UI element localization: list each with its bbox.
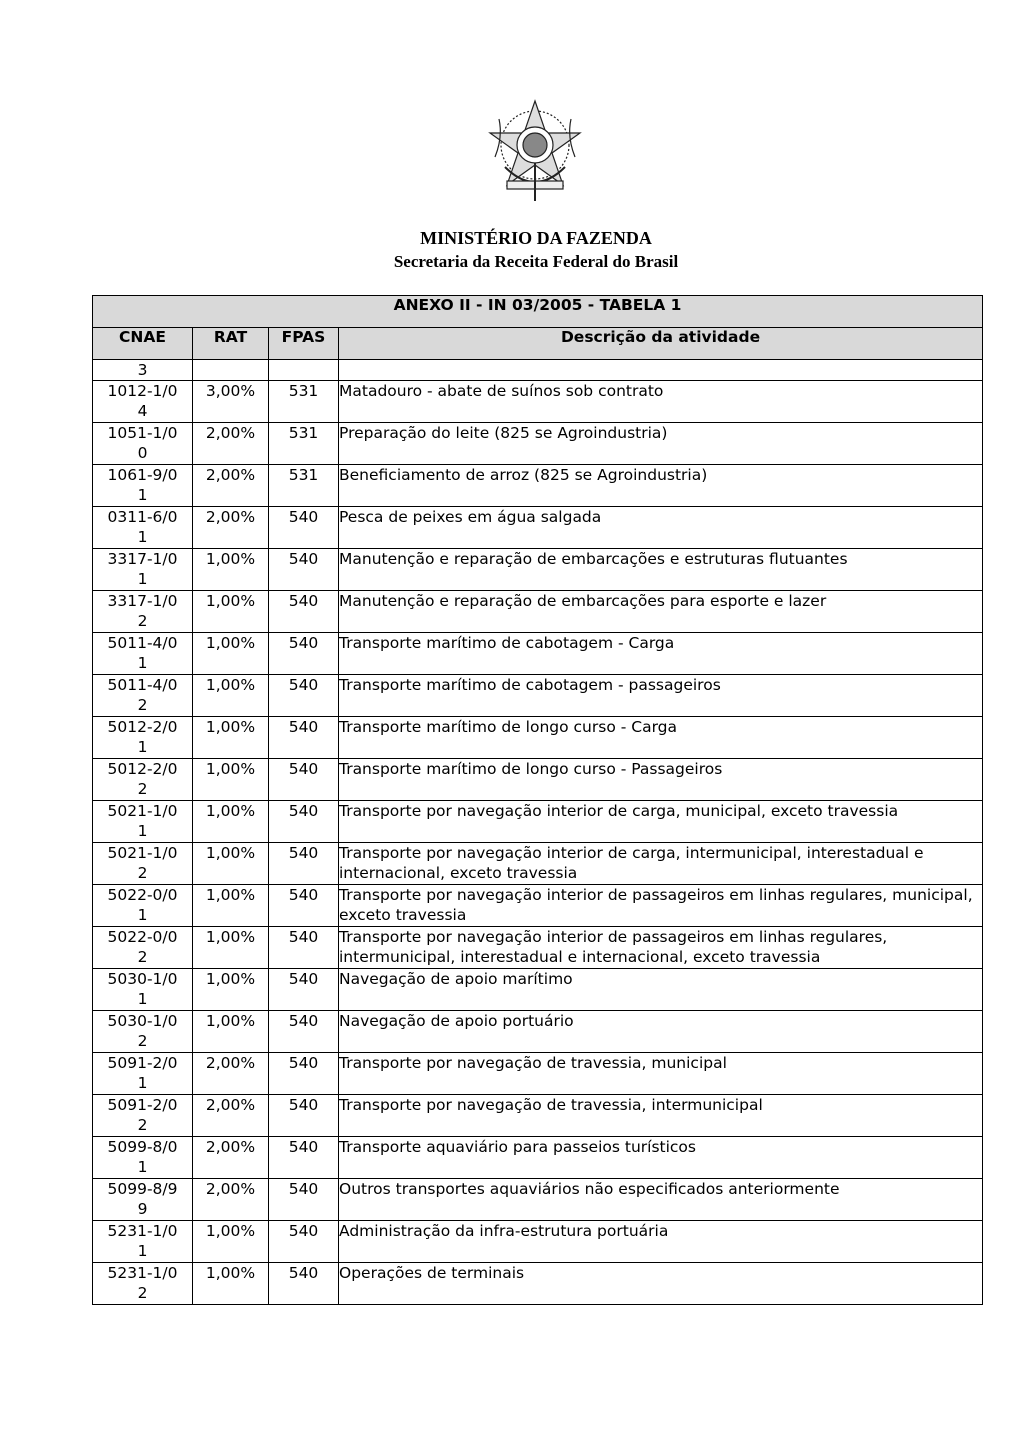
- description-cell: Transporte marítimo de cabotagem - Carga: [339, 633, 983, 675]
- cnae-cell: [93, 381, 193, 423]
- document-header: [300, 226, 772, 274]
- cnae-code: 5030-1/0: [107, 970, 178, 988]
- cnae-suffix: 1: [137, 1158, 148, 1176]
- cnae-cell: [93, 1011, 193, 1053]
- cnae-suffix: 2: [137, 1284, 148, 1302]
- cnae-cell: [93, 507, 193, 549]
- cnae-suffix: 4: [137, 402, 148, 420]
- description-cell: Beneficiamento de arroz (825 se Agroindustria): [339, 465, 983, 507]
- rat-cell: 2,00%: [193, 1137, 269, 1179]
- cnae-code: 5030-1/0: [107, 1012, 178, 1030]
- cnae-cell: [93, 801, 193, 843]
- cnae-code: 5011-4/0: [107, 676, 178, 694]
- cnae-cell: [93, 591, 193, 633]
- table-row: [93, 423, 983, 465]
- table-row: [93, 969, 983, 1011]
- table-row: [93, 591, 983, 633]
- rat-cell: 2,00%: [193, 1095, 269, 1137]
- cnae-code: 5099-8/9: [107, 1180, 178, 1198]
- column-header-fpas: FPAS: [269, 328, 339, 360]
- fpas-cell: 540: [269, 969, 339, 1011]
- rat-cell: 1,00%: [193, 1011, 269, 1053]
- cnae-code: 0311-6/0: [107, 508, 178, 526]
- table-row: [93, 1263, 983, 1305]
- fpas-cell: 540: [269, 843, 339, 885]
- cnae-cell: [93, 885, 193, 927]
- cnae-suffix: 1: [137, 990, 148, 1008]
- cnae-cell: [93, 1137, 193, 1179]
- cnae-cell: [93, 1053, 193, 1095]
- rat-cell: 2,00%: [193, 507, 269, 549]
- description-cell: Transporte por navegação de travessia, intermunicipal: [339, 1095, 983, 1137]
- table-row: [93, 717, 983, 759]
- cnae-suffix: 1: [137, 738, 148, 756]
- cnae-cell: [93, 1263, 193, 1305]
- cnae-suffix: 2: [137, 864, 148, 882]
- rat-cell: 1,00%: [193, 675, 269, 717]
- fpas-cell: 540: [269, 591, 339, 633]
- rat-cell: 2,00%: [193, 423, 269, 465]
- cnae-cell: [93, 927, 193, 969]
- rat-cell: 1,00%: [193, 1263, 269, 1305]
- description-cell: Transporte por navegação interior de passageiros em linhas regulares, intermunicipal, interestadual e internacional, exceto travessia: [339, 927, 983, 969]
- cnae-suffix: 1: [137, 822, 148, 840]
- rat-cell: 3,00%: [193, 381, 269, 423]
- description-cell: Administração da infra-estrutura portuária: [339, 1221, 983, 1263]
- fpas-cell: 540: [269, 885, 339, 927]
- column-header-description: Descrição da atividade: [339, 328, 983, 360]
- table-row: [93, 843, 983, 885]
- cnae-code: 5021-1/0: [107, 844, 178, 862]
- rat-cell: 2,00%: [193, 1179, 269, 1221]
- rat-cell: 1,00%: [193, 969, 269, 1011]
- cnae-suffix: 9: [137, 1200, 148, 1218]
- fpas-cell: 531: [269, 465, 339, 507]
- rat-cell: 2,00%: [193, 1053, 269, 1095]
- cnae-cell: [93, 843, 193, 885]
- rat-cell: 1,00%: [193, 843, 269, 885]
- cnae-suffix: 1: [137, 906, 148, 924]
- cnae-cell: [93, 423, 193, 465]
- table-row: [93, 1053, 983, 1095]
- fpas-cell: 540: [269, 717, 339, 759]
- description-cell: Transporte por navegação interior de carga, municipal, exceto travessia: [339, 801, 983, 843]
- fpas-cell: 540: [269, 507, 339, 549]
- table-row: [93, 465, 983, 507]
- column-header-cnae: CNAE: [93, 328, 193, 360]
- cnae-cell: [93, 549, 193, 591]
- cnae-suffix: 2: [137, 780, 148, 798]
- fpas-cell: 531: [269, 381, 339, 423]
- table-row: [93, 360, 983, 381]
- description-cell: Operações de terminais: [339, 1263, 983, 1305]
- description-cell: Transporte por navegação de travessia, municipal: [339, 1053, 983, 1095]
- cnae-cell: [93, 759, 193, 801]
- cnae-cell: [93, 1095, 193, 1137]
- cnae-suffix: 2: [137, 1116, 148, 1134]
- rat-cell: 1,00%: [193, 1221, 269, 1263]
- cnae-cell: [93, 717, 193, 759]
- table-header-row: [93, 328, 983, 360]
- table-row: [93, 1137, 983, 1179]
- table-row: [93, 1095, 983, 1137]
- rat-cell: 1,00%: [193, 927, 269, 969]
- table-row: [93, 633, 983, 675]
- fpas-cell: 540: [269, 801, 339, 843]
- fpas-cell: 540: [269, 1221, 339, 1263]
- cnae-code: 5231-1/0: [107, 1222, 178, 1240]
- cnae-suffix: 2: [137, 948, 148, 966]
- cnae-code: 5012-2/0: [107, 718, 178, 736]
- cnae-code: 5022-0/0: [107, 928, 178, 946]
- cnae-code: 5022-0/0: [107, 886, 178, 904]
- cnae-code: 1051-1/0: [107, 424, 178, 442]
- cnae-cell: [93, 1221, 193, 1263]
- description-cell: Navegação de apoio marítimo: [339, 969, 983, 1011]
- cnae-suffix: 1: [137, 654, 148, 672]
- description-cell: Transporte marítimo de longo curso - Carga: [339, 717, 983, 759]
- fpas-cell: 540: [269, 759, 339, 801]
- description-cell: Matadouro - abate de suínos sob contrato: [339, 381, 983, 423]
- table-row: [93, 1179, 983, 1221]
- table-row: [93, 381, 983, 423]
- fpas-cell: 540: [269, 1263, 339, 1305]
- table-row: [93, 675, 983, 717]
- rat-cell: 1,00%: [193, 591, 269, 633]
- rat-cell: 1,00%: [193, 801, 269, 843]
- cnae-suffix: 1: [137, 570, 148, 588]
- cnae-suffix: 0: [137, 444, 148, 462]
- cnae-code: 5011-4/0: [107, 634, 178, 652]
- description-cell: Preparação do leite (825 se Agroindustria): [339, 423, 983, 465]
- description-cell: Outros transportes aquaviários não especificados anteriormente: [339, 1179, 983, 1221]
- cnae-cell: [93, 465, 193, 507]
- rat-cell: 1,00%: [193, 633, 269, 675]
- cnae-suffix: 2: [137, 696, 148, 714]
- description-cell: Transporte por navegação interior de passageiros em linhas regulares, municipal, exceto travessia: [339, 885, 983, 927]
- cnae-code: 5012-2/0: [107, 760, 178, 778]
- fpas-cell: 540: [269, 549, 339, 591]
- description-cell: Manutenção e reparação de embarcações e estruturas flutuantes: [339, 549, 983, 591]
- cnae-code: 5091-2/0: [107, 1054, 178, 1072]
- cnae-cell: [93, 1179, 193, 1221]
- description-cell: Transporte marítimo de longo curso - Passageiros: [339, 759, 983, 801]
- cnae-code: 5021-1/0: [107, 802, 178, 820]
- fpas-cell: 540: [269, 1095, 339, 1137]
- rat-cell: 2,00%: [193, 465, 269, 507]
- description-cell: Pesca de peixes em água salgada: [339, 507, 983, 549]
- rat-cell: 1,00%: [193, 885, 269, 927]
- description-cell: Transporte por navegação interior de carga, intermunicipal, interestadual e internacional, exceto travessia: [339, 843, 983, 885]
- fpas-cell: 540: [269, 1053, 339, 1095]
- description-cell: Navegação de apoio portuário: [339, 1011, 983, 1053]
- ministry-title: MINISTÉRIO DA FAZENDA: [420, 228, 652, 248]
- description-cell: Manutenção e reparação de embarcações para esporte e lazer: [339, 591, 983, 633]
- cnae-code: 1061-9/0: [107, 466, 178, 484]
- cnae-code: 5231-1/0: [107, 1264, 178, 1282]
- table-row: [93, 1011, 983, 1053]
- table-row: [93, 549, 983, 591]
- cnae-suffix: 1: [137, 486, 148, 504]
- fpas-cell: 540: [269, 633, 339, 675]
- cnae-code: 5099-8/0: [107, 1138, 178, 1156]
- description-cell: Transporte marítimo de cabotagem - passageiros: [339, 675, 983, 717]
- fpas-cell: 540: [269, 1011, 339, 1053]
- table-caption: ANEXO II - IN 03/2005 - TABELA 1: [93, 296, 983, 328]
- secretariat-subtitle: Secretaria da Receita Federal do Brasil: [393, 252, 679, 271]
- rat-cell: 1,00%: [193, 759, 269, 801]
- cnae-suffix: 2: [137, 612, 148, 630]
- rat-cell: 1,00%: [193, 717, 269, 759]
- column-header-rat: RAT: [193, 328, 269, 360]
- table-row: [93, 885, 983, 927]
- fpas-cell: 540: [269, 1179, 339, 1221]
- cnae-cell: [93, 633, 193, 675]
- cnae-suffix: 1: [137, 1074, 148, 1092]
- cnae-suffix: 1: [137, 1242, 148, 1260]
- cnae-cell: [93, 969, 193, 1011]
- fpas-cell: 540: [269, 927, 339, 969]
- table-row: [93, 1221, 983, 1263]
- coat-of-arms-emblem: [485, 97, 585, 207]
- table-row: [93, 801, 983, 843]
- rat-cell: 1,00%: [193, 549, 269, 591]
- description-cell: Transporte aquaviário para passeios turísticos: [339, 1137, 983, 1179]
- cnae-code: 1012-1/0: [107, 382, 178, 400]
- fpas-cell: 531: [269, 423, 339, 465]
- cnae-code: 5091-2/0: [107, 1096, 178, 1114]
- cnae-suffix: 1: [137, 528, 148, 546]
- cnae-suffix: 2: [137, 1032, 148, 1050]
- table-row: [93, 759, 983, 801]
- cnae-cell: 3: [93, 360, 193, 381]
- table-row: [93, 927, 983, 969]
- fpas-cell: 540: [269, 1137, 339, 1179]
- cnae-cell: [93, 675, 193, 717]
- cnae-code: 3317-1/0: [107, 592, 178, 610]
- activity-table: [92, 295, 983, 1305]
- fpas-cell: 540: [269, 675, 339, 717]
- table-row: [93, 507, 983, 549]
- cnae-code: 3317-1/0: [107, 550, 178, 568]
